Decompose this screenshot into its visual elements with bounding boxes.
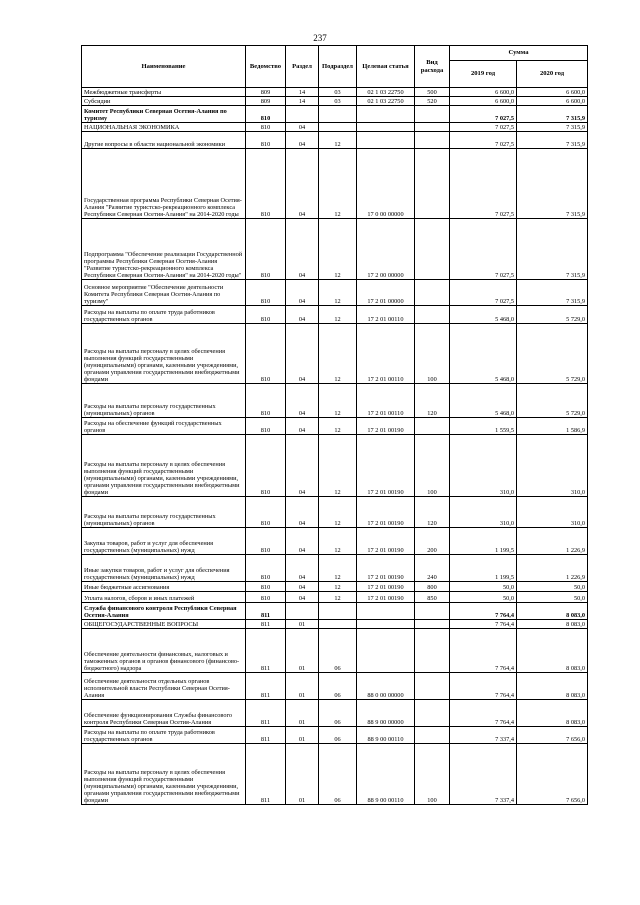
cell-name: Обеспечение деятельности финансовых, налоговых и таможенных органов и органов финансового (финансово-бюджетного) надзора [82, 629, 246, 673]
cell-sum-2020: 1 586,9 [517, 418, 588, 435]
header-celevaya-statya: Целевая статья [357, 46, 415, 88]
cell-celevaya-statya: 17 2 01 00190 [357, 418, 415, 435]
cell-razdel: 01 [286, 700, 319, 727]
cell-podrazdel: 03 [319, 97, 357, 106]
cell-sum-2019: 7 764,4 [450, 700, 517, 727]
cell-vedomstvo: 811 [246, 629, 286, 673]
cell-podrazdel [319, 620, 357, 629]
header-razdel: Раздел [286, 46, 319, 88]
cell-sum-2019: 7 027,5 [450, 280, 517, 306]
cell-sum-2020: 1 226,9 [517, 528, 588, 555]
header-vid-rashoda: Вид расхода [415, 46, 450, 88]
cell-sum-2019: 7 764,4 [450, 673, 517, 700]
cell-name: Межбюджетные трансферты [82, 88, 246, 97]
cell-name: Расходы на выплаты персоналу в целях обеспечения выполнения функций государственными (муниципальными) органами, казенными учреждениями, органами управления государственными внебюджетными фондами [82, 324, 246, 384]
table-row [82, 88, 588, 97]
cell-sum-2020: 7 315,9 [517, 280, 588, 306]
table-row [82, 132, 588, 149]
cell-celevaya-statya: 17 2 01 00190 [357, 528, 415, 555]
cell-name: Иные закупки товаров, работ и услуг для обеспечения государственных (муниципальных) нужд [82, 555, 246, 582]
cell-sum-2019: 6 600,0 [450, 88, 517, 97]
cell-sum-2020: 7 315,9 [517, 149, 588, 219]
cell-podrazdel: 12 [319, 132, 357, 149]
cell-name: Иные бюджетные ассигнования [82, 582, 246, 592]
cell-razdel: 01 [286, 673, 319, 700]
cell-celevaya-statya: 17 2 01 00190 [357, 582, 415, 592]
cell-podrazdel: 12 [319, 528, 357, 555]
cell-razdel: 14 [286, 97, 319, 106]
cell-sum-2020: 8 083,0 [517, 620, 588, 629]
table-row [82, 97, 588, 106]
cell-razdel: 04 [286, 280, 319, 306]
cell-sum-2020: 6 600,0 [517, 97, 588, 106]
cell-name: Обеспечение функционирования Службы финансового контроля Республики Северная Осетия-Алания [82, 700, 246, 727]
cell-podrazdel: 12 [319, 497, 357, 528]
cell-sum-2020: 7 315,9 [517, 132, 588, 149]
cell-vedomstvo: 810 [246, 149, 286, 219]
cell-vedomstvo: 810 [246, 306, 286, 324]
cell-vedomstvo: 811 [246, 700, 286, 727]
cell-sum-2019: 5 468,0 [450, 324, 517, 384]
table-row [82, 435, 588, 497]
table-row [82, 744, 588, 805]
header-summa: Сумма [450, 46, 588, 61]
cell-vid-rashoda [415, 418, 450, 435]
cell-vid-rashoda: 120 [415, 384, 450, 418]
cell-podrazdel: 06 [319, 727, 357, 744]
cell-razdel: 01 [286, 727, 319, 744]
cell-sum-2019: 7 764,4 [450, 620, 517, 629]
cell-vedomstvo: 810 [246, 435, 286, 497]
cell-celevaya-statya: 17 2 00 00000 [357, 219, 415, 280]
cell-vedomstvo: 810 [246, 106, 286, 123]
cell-podrazdel: 06 [319, 629, 357, 673]
cell-vid-rashoda [415, 106, 450, 123]
table-row [82, 106, 588, 123]
table-row [82, 582, 588, 592]
cell-sum-2019: 7 027,5 [450, 219, 517, 280]
cell-celevaya-statya: 17 2 01 00190 [357, 435, 415, 497]
cell-sum-2019: 5 468,0 [450, 384, 517, 418]
cell-vid-rashoda: 240 [415, 555, 450, 582]
cell-celevaya-statya: 17 2 01 00000 [357, 280, 415, 306]
cell-name: Служба финансового контроля Республики Северная Осетия-Алания [82, 603, 246, 620]
table-row [82, 592, 588, 603]
cell-vedomstvo: 811 [246, 673, 286, 700]
cell-vedomstvo: 811 [246, 620, 286, 629]
cell-vid-rashoda [415, 700, 450, 727]
cell-name: Государственная программа Республики Северная Осетия-Алания "Развитие туристско-рекреационного комплекса Республики Северная Осетия-Алания" на 2014-2020 годы [82, 149, 246, 219]
cell-vedomstvo: 809 [246, 88, 286, 97]
cell-vid-rashoda [415, 280, 450, 306]
cell-name: Расходы на выплаты персоналу государственных (муниципальных) органов [82, 497, 246, 528]
cell-sum-2019: 7 027,5 [450, 106, 517, 123]
cell-vid-rashoda: 200 [415, 528, 450, 555]
cell-celevaya-statya: 88 9 00 00000 [357, 700, 415, 727]
budget-table [81, 45, 588, 805]
cell-sum-2019: 50,0 [450, 582, 517, 592]
cell-razdel: 01 [286, 744, 319, 805]
table-row [82, 384, 588, 418]
cell-razdel: 04 [286, 555, 319, 582]
cell-name: Расходы на выплаты персоналу в целях обеспечения выполнения функций государственными (муниципальными) органами, казенными учреждениями, органами управления государственными внебюджетными фондами [82, 744, 246, 805]
cell-sum-2020: 8 083,0 [517, 629, 588, 673]
cell-celevaya-statya: 02 1 03 22750 [357, 97, 415, 106]
cell-vid-rashoda [415, 306, 450, 324]
cell-celevaya-statya [357, 132, 415, 149]
cell-celevaya-statya: 88 9 00 00110 [357, 744, 415, 805]
cell-vedomstvo: 810 [246, 592, 286, 603]
cell-sum-2019: 7 337,4 [450, 727, 517, 744]
cell-podrazdel: 12 [319, 555, 357, 582]
cell-razdel: 04 [286, 123, 319, 132]
cell-razdel: 04 [286, 219, 319, 280]
cell-podrazdel: 12 [319, 384, 357, 418]
cell-celevaya-statya [357, 106, 415, 123]
cell-celevaya-statya [357, 629, 415, 673]
cell-vedomstvo: 810 [246, 528, 286, 555]
cell-razdel: 04 [286, 384, 319, 418]
cell-vedomstvo: 810 [246, 497, 286, 528]
cell-sum-2020: 50,0 [517, 592, 588, 603]
cell-vid-rashoda: 100 [415, 435, 450, 497]
cell-podrazdel [319, 123, 357, 132]
cell-vid-rashoda [415, 620, 450, 629]
cell-sum-2020: 310,0 [517, 497, 588, 528]
cell-sum-2019: 1 199,5 [450, 555, 517, 582]
cell-vid-rashoda: 120 [415, 497, 450, 528]
cell-vid-rashoda [415, 123, 450, 132]
table-row [82, 620, 588, 629]
cell-name: Другие вопросы в области национальной экономики [82, 132, 246, 149]
cell-podrazdel: 06 [319, 700, 357, 727]
cell-name: Комитет Республики Северная Осетия-Алания по туризму [82, 106, 246, 123]
table-row [82, 418, 588, 435]
cell-sum-2020: 5 729,0 [517, 306, 588, 324]
table-row [82, 324, 588, 384]
cell-vid-rashoda: 850 [415, 592, 450, 603]
cell-sum-2020: 8 083,0 [517, 673, 588, 700]
cell-razdel: 04 [286, 497, 319, 528]
cell-vedomstvo: 810 [246, 418, 286, 435]
cell-podrazdel: 12 [319, 306, 357, 324]
cell-sum-2019: 1 559,5 [450, 418, 517, 435]
cell-vedomstvo: 810 [246, 132, 286, 149]
header-vedomstvo: Ведомство [246, 46, 286, 88]
cell-vid-rashoda [415, 149, 450, 219]
cell-name: Расходы на обеспечение функций государственных органов [82, 418, 246, 435]
table-row [82, 528, 588, 555]
table-row [82, 629, 588, 673]
cell-podrazdel: 12 [319, 418, 357, 435]
cell-sum-2019: 5 468,0 [450, 306, 517, 324]
cell-sum-2020: 6 600,0 [517, 88, 588, 97]
cell-vedomstvo: 810 [246, 582, 286, 592]
cell-razdel: 01 [286, 620, 319, 629]
cell-vid-rashoda [415, 219, 450, 280]
cell-celevaya-statya [357, 123, 415, 132]
cell-sum-2019: 6 600,0 [450, 97, 517, 106]
cell-name: Подпрограмма "Обеспечение реализации Государственной программы Республики Северная Осетия-Алания "Развитие туристско-рекреационного комплекса Республики Северная Осетия-Алания" на 2014-2020 годы" [82, 219, 246, 280]
cell-podrazdel: 12 [319, 149, 357, 219]
cell-sum-2020: 7 315,9 [517, 219, 588, 280]
cell-vedomstvo: 811 [246, 603, 286, 620]
cell-sum-2019: 50,0 [450, 592, 517, 603]
cell-celevaya-statya: 17 2 01 00190 [357, 497, 415, 528]
cell-sum-2019: 7 027,5 [450, 132, 517, 149]
cell-vid-rashoda: 800 [415, 582, 450, 592]
cell-celevaya-statya: 17 2 01 00110 [357, 306, 415, 324]
cell-podrazdel: 12 [319, 219, 357, 280]
cell-vid-rashoda [415, 603, 450, 620]
header-2019: 2019 год [450, 61, 517, 88]
cell-celevaya-statya [357, 620, 415, 629]
cell-sum-2019: 7 337,4 [450, 744, 517, 805]
cell-vid-rashoda: 100 [415, 324, 450, 384]
table-row [82, 149, 588, 219]
cell-sum-2019: 7 027,5 [450, 123, 517, 132]
cell-celevaya-statya: 17 0 00 00000 [357, 149, 415, 219]
table-row [82, 555, 588, 582]
cell-name: Расходы на выплаты по оплате труда работников государственных органов [82, 727, 246, 744]
header-podrazdel: Подраздел [319, 46, 357, 88]
cell-sum-2019: 7 764,4 [450, 629, 517, 673]
table-row [82, 219, 588, 280]
cell-razdel: 04 [286, 306, 319, 324]
cell-podrazdel: 12 [319, 324, 357, 384]
cell-vedomstvo: 811 [246, 727, 286, 744]
cell-razdel [286, 603, 319, 620]
cell-vid-rashoda: 500 [415, 88, 450, 97]
cell-vid-rashoda [415, 673, 450, 700]
cell-sum-2020: 8 083,0 [517, 700, 588, 727]
cell-razdel: 04 [286, 592, 319, 603]
cell-name: Расходы на выплаты персоналу государственных (муниципальных) органов [82, 384, 246, 418]
cell-podrazdel: 12 [319, 582, 357, 592]
cell-razdel: 04 [286, 582, 319, 592]
cell-name: Обеспечение деятельности отдельных органов исполнительной власти Республики Северная Осетия-Алания [82, 673, 246, 700]
cell-podrazdel: 12 [319, 592, 357, 603]
cell-sum-2020: 7 656,0 [517, 727, 588, 744]
cell-name: Расходы на выплаты персоналу в целях обеспечения выполнения функций государственными (муниципальными) органами, казенными учреждениями, органами управления государственными внебюджетными фондами [82, 435, 246, 497]
cell-podrazdel: 12 [319, 280, 357, 306]
cell-celevaya-statya: 88 9 00 00110 [357, 727, 415, 744]
cell-razdel: 04 [286, 418, 319, 435]
cell-sum-2019: 1 199,5 [450, 528, 517, 555]
cell-celevaya-statya: 17 2 01 00110 [357, 384, 415, 418]
cell-celevaya-statya: 88 0 00 00000 [357, 673, 415, 700]
cell-name: Основное мероприятие "Обеспечение деятельности Комитета Республики Северная Осетия-Алания по туризму" [82, 280, 246, 306]
cell-vid-rashoda: 520 [415, 97, 450, 106]
cell-sum-2020: 50,0 [517, 582, 588, 592]
cell-podrazdel [319, 106, 357, 123]
cell-vedomstvo: 811 [246, 744, 286, 805]
cell-vedomstvo: 810 [246, 123, 286, 132]
table-row [82, 280, 588, 306]
table-row [82, 306, 588, 324]
table-row [82, 700, 588, 727]
cell-sum-2020: 7 315,9 [517, 123, 588, 132]
cell-razdel [286, 106, 319, 123]
cell-vid-rashoda [415, 629, 450, 673]
table-row [82, 603, 588, 620]
cell-sum-2020: 7 656,0 [517, 744, 588, 805]
page-number: 237 [313, 33, 327, 43]
cell-name: Закупка товаров, работ и услуг для обеспечения государственных (муниципальных) нужд [82, 528, 246, 555]
cell-sum-2020: 310,0 [517, 435, 588, 497]
cell-celevaya-statya [357, 603, 415, 620]
cell-razdel: 01 [286, 629, 319, 673]
cell-celevaya-statya: 17 2 01 00190 [357, 592, 415, 603]
cell-podrazdel [319, 603, 357, 620]
cell-name: Субсидии [82, 97, 246, 106]
cell-razdel: 04 [286, 435, 319, 497]
cell-razdel: 04 [286, 324, 319, 384]
cell-razdel: 04 [286, 149, 319, 219]
table-row [82, 673, 588, 700]
cell-vid-rashoda [415, 727, 450, 744]
cell-vedomstvo: 810 [246, 324, 286, 384]
cell-celevaya-statya: 02 1 03 22750 [357, 88, 415, 97]
cell-name: НАЦИОНАЛЬНАЯ ЭКОНОМИКА [82, 123, 246, 132]
cell-razdel: 04 [286, 132, 319, 149]
cell-celevaya-statya: 17 2 01 00110 [357, 324, 415, 384]
cell-vedomstvo: 810 [246, 555, 286, 582]
cell-name: Уплата налогов, сборов и иных платежей [82, 592, 246, 603]
table-row [82, 123, 588, 132]
table-row [82, 497, 588, 528]
cell-sum-2019: 7 027,5 [450, 149, 517, 219]
cell-sum-2020: 7 315,9 [517, 106, 588, 123]
cell-name: ОБЩЕГОСУДАРСТВЕННЫЕ ВОПРОСЫ [82, 620, 246, 629]
cell-sum-2020: 8 083,0 [517, 603, 588, 620]
cell-sum-2020: 5 729,0 [517, 384, 588, 418]
cell-vid-rashoda: 100 [415, 744, 450, 805]
cell-celevaya-statya: 17 2 01 00190 [357, 555, 415, 582]
cell-sum-2020: 1 226,9 [517, 555, 588, 582]
cell-podrazdel: 03 [319, 88, 357, 97]
header-2020: 2020 год [517, 61, 588, 88]
cell-podrazdel: 12 [319, 435, 357, 497]
cell-vid-rashoda [415, 132, 450, 149]
cell-razdel: 04 [286, 528, 319, 555]
cell-sum-2020: 5 729,0 [517, 324, 588, 384]
cell-podrazdel: 06 [319, 673, 357, 700]
cell-razdel: 14 [286, 88, 319, 97]
cell-podrazdel: 06 [319, 744, 357, 805]
table-row [82, 727, 588, 744]
table-body [82, 88, 588, 805]
cell-sum-2019: 310,0 [450, 435, 517, 497]
cell-sum-2019: 310,0 [450, 497, 517, 528]
cell-vedomstvo: 809 [246, 97, 286, 106]
cell-name: Расходы на выплаты по оплате труда работников государственных органов [82, 306, 246, 324]
cell-vedomstvo: 810 [246, 384, 286, 418]
header-name: Наименование [82, 46, 246, 88]
cell-sum-2019: 7 764,4 [450, 603, 517, 620]
cell-vedomstvo: 810 [246, 280, 286, 306]
cell-vedomstvo: 810 [246, 219, 286, 280]
